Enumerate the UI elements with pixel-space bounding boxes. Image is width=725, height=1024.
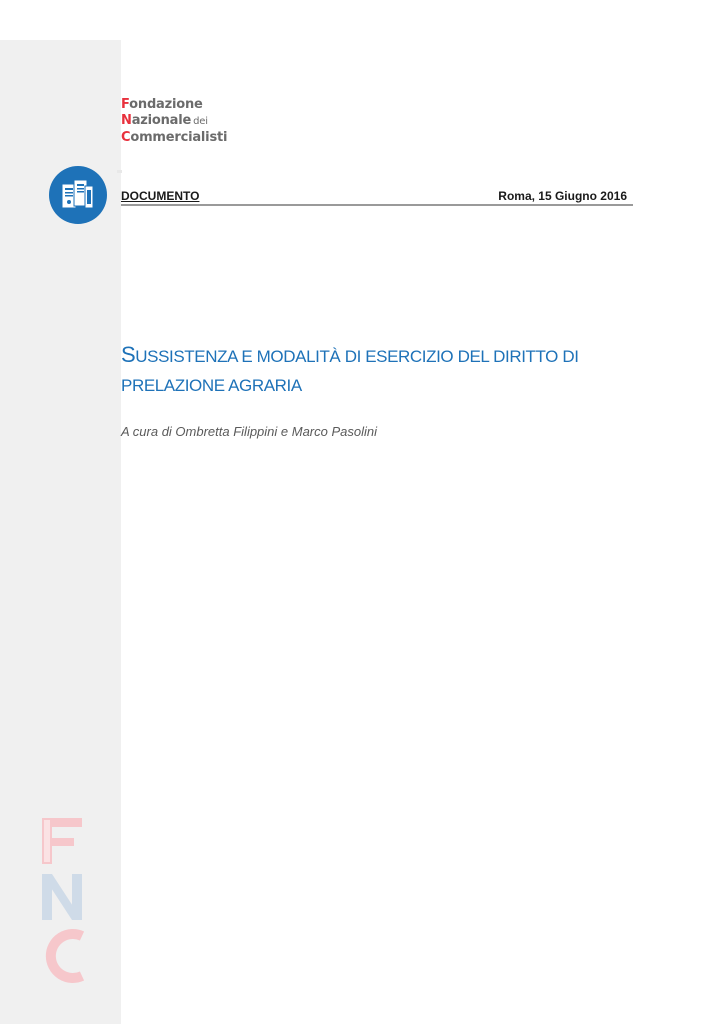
document-title — [121, 340, 641, 400]
logo-line-2: Nazionale dei — [121, 113, 208, 128]
document-authors: A cura di Ombretta Filippini e Marco Pasolini — [121, 424, 378, 439]
watermark-letter-c — [51, 934, 82, 978]
title-line-2: PRELAZIONE AGRARIA — [121, 376, 302, 395]
logo-line-1: Fondazione — [121, 97, 203, 112]
logo-line-3: Commercialisti — [121, 130, 228, 145]
fnc-watermark — [40, 812, 88, 984]
document-type-label: DOCUMENTO — [121, 189, 200, 203]
title-line-1: SUSSISTENZA E MODALITÀ DI ESERCIZIO DEL DIRITTO DI — [121, 342, 579, 367]
watermark-letter-f — [42, 818, 82, 864]
documents-icon — [49, 166, 107, 224]
watermark-letter-n — [42, 874, 82, 920]
header-divider — [121, 204, 633, 206]
document-date: Roma, 15 Giugno 2016 — [498, 189, 627, 203]
logo-mark — [117, 170, 122, 173]
fnc-logo — [121, 97, 227, 146]
